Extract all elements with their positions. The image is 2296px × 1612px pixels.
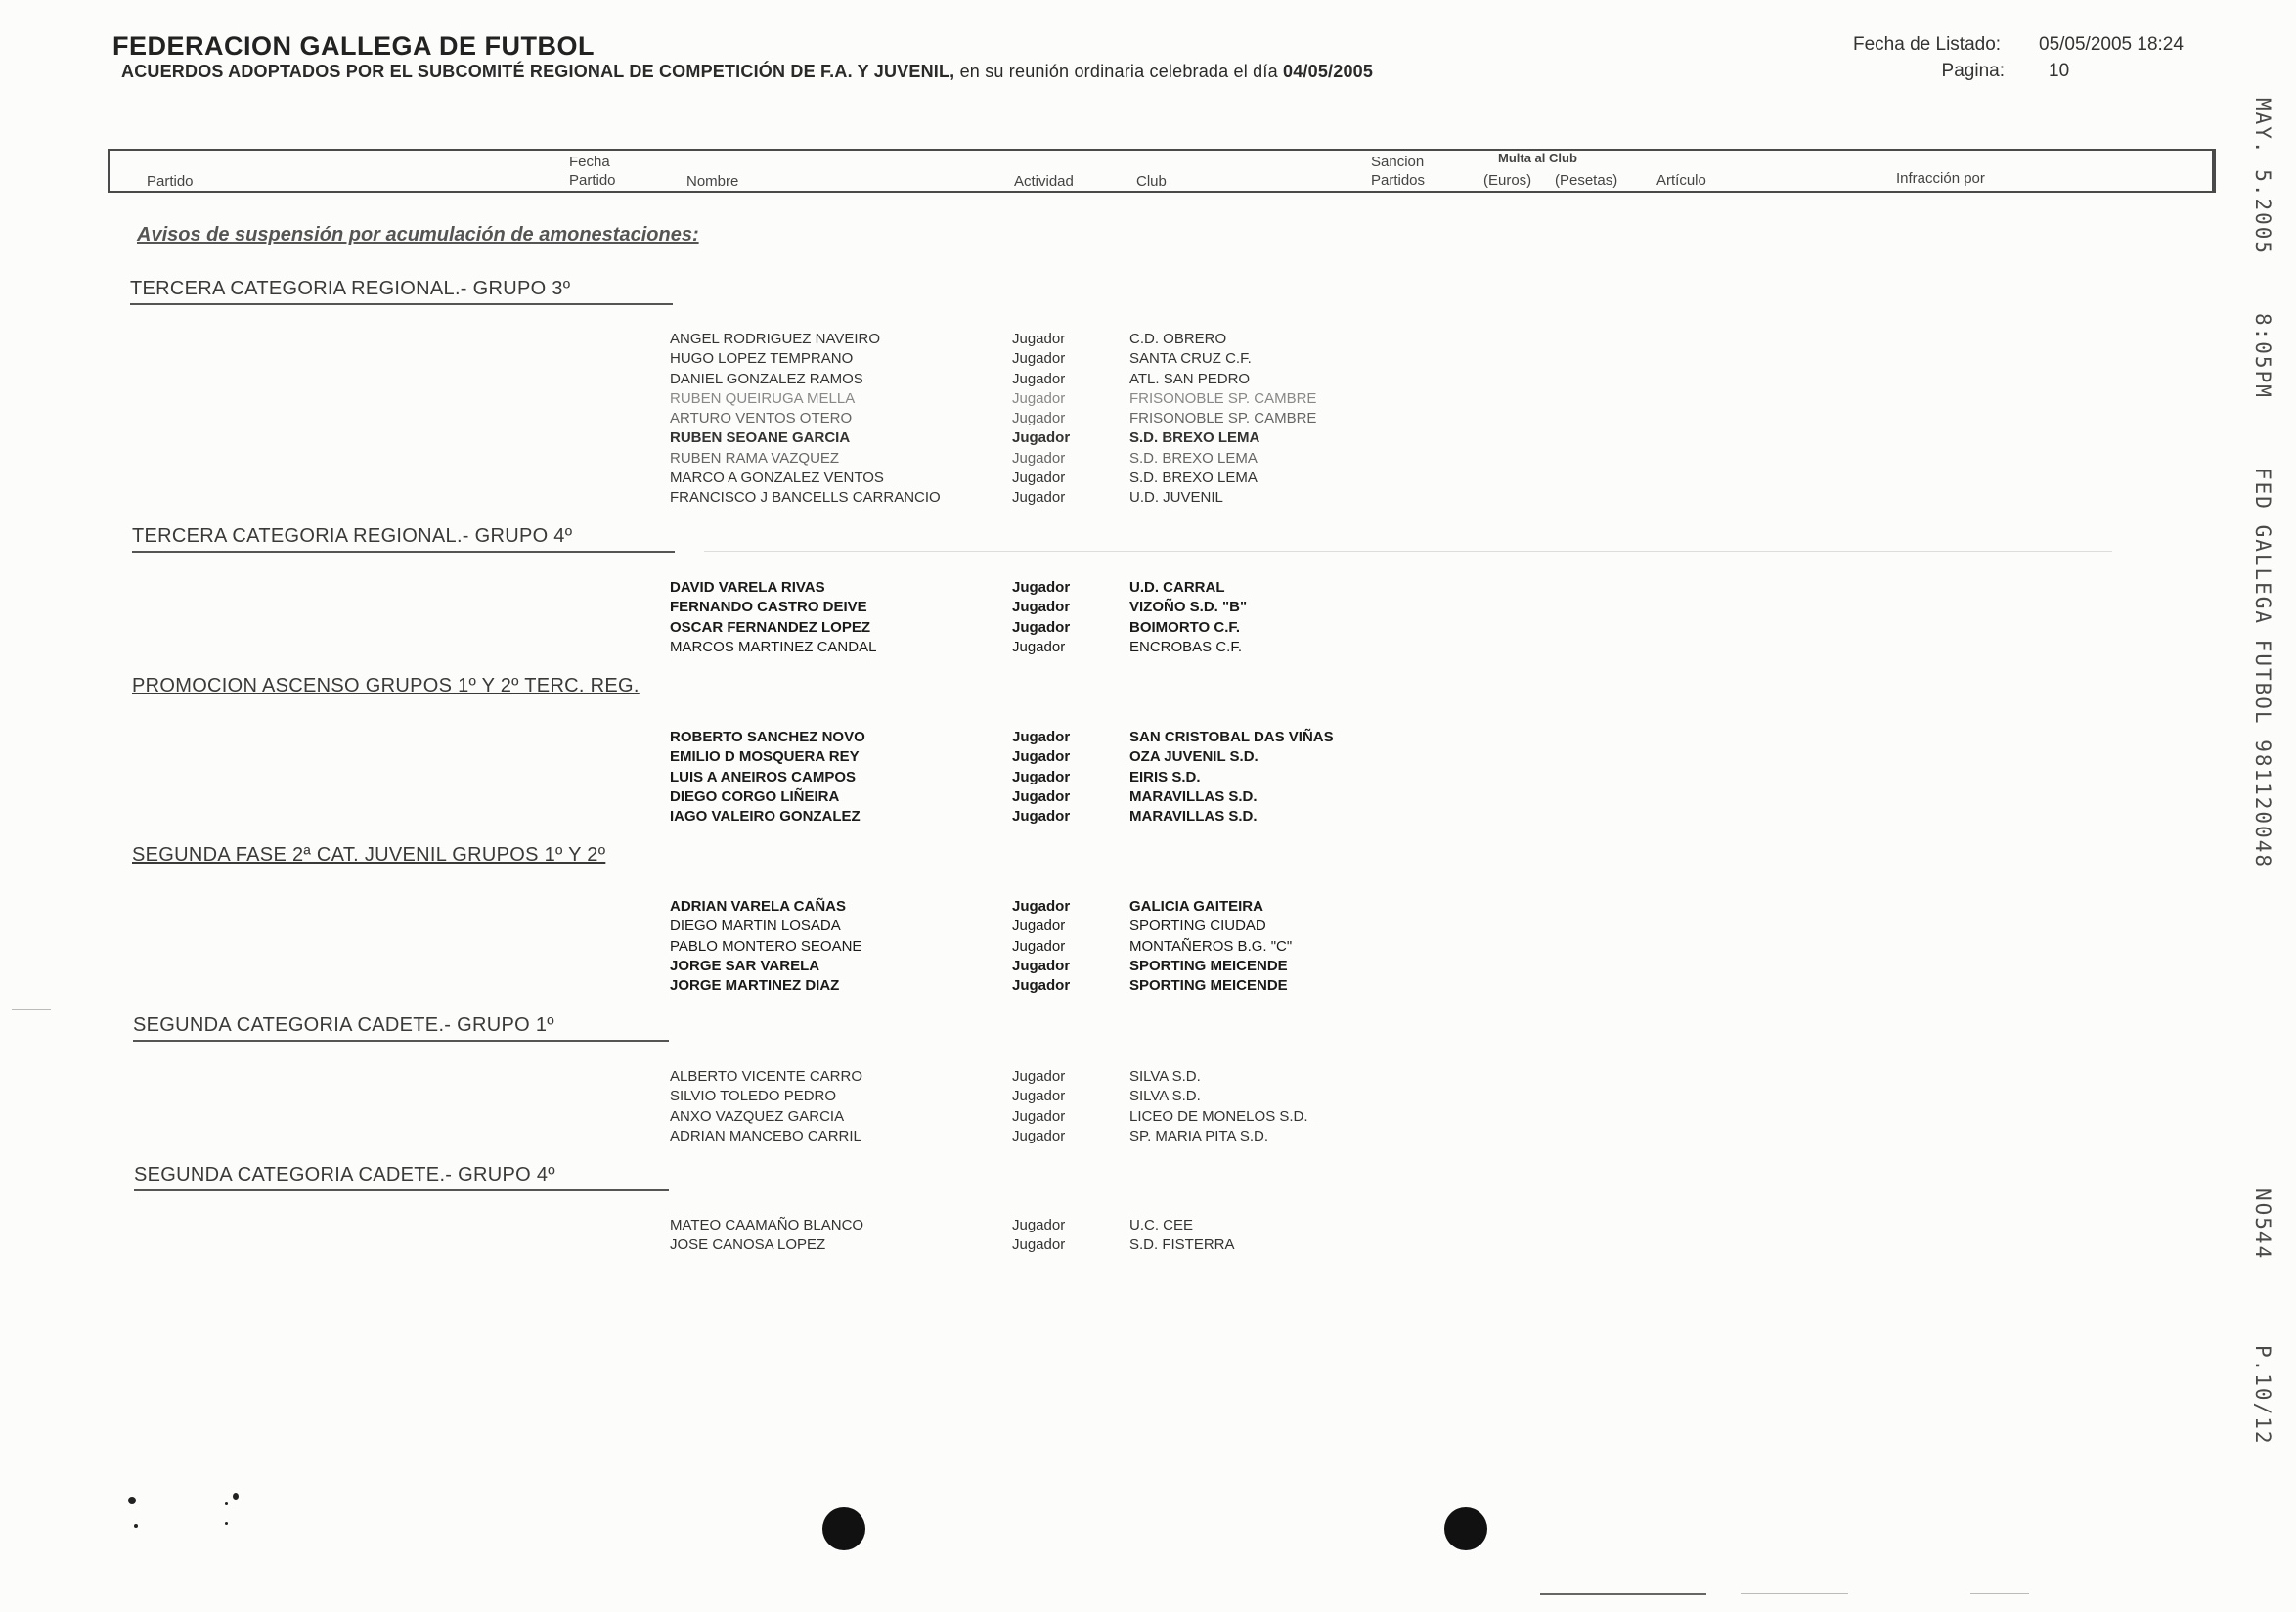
table-row: EMILIO D MOSQUERA REY Jugador OZA JUVENIL S.D.	[670, 748, 1258, 766]
table-row: DIEGO CORGO LIÑEIRA Jugador MARAVILLAS S.D.	[670, 787, 1258, 805]
fax-number: NO544	[2251, 1188, 2274, 1261]
scan-mark	[704, 551, 2112, 552]
table-row: LUIS A ANEIROS CAMPOS Jugador EIRIS S.D.	[670, 768, 1201, 785]
col-fecha-bottom: Partido	[569, 172, 616, 189]
table-row: DAVID VARELA RIVAS Jugador U.D. CARRAL	[670, 579, 1225, 596]
table-row: RUBEN QUEIRUGA MELLA Jugador FRISONOBLE SP. CAMBRE	[670, 389, 1317, 407]
scan-speck	[225, 1522, 228, 1525]
col-partido: Partido	[147, 173, 194, 190]
group-entries	[670, 578, 1384, 657]
col-actividad: Actividad	[1014, 173, 1074, 190]
table-row: ANXO VAZQUEZ GARCIA Jugador LICEO DE MONELOS S.D.	[670, 1107, 1308, 1125]
table-row: JORGE SAR VARELA Jugador SPORTING MEICENDE	[670, 957, 1288, 974]
table-row: OSCAR FERNANDEZ LOPEZ Jugador BOIMORTO C.F.	[670, 618, 1241, 636]
listing-date: 05/05/2005 18:24	[2039, 34, 2184, 55]
table-row: DANIEL GONZALEZ RAMOS Jugador ATL. SAN PEDRO	[670, 370, 1251, 387]
table-row: RUBEN RAMA VAZQUEZ Jugador S.D. BREXO LEMA	[670, 449, 1258, 467]
group-entries	[670, 1067, 1384, 1146]
table-row: SILVIO TOLEDO PEDRO Jugador SILVA S.D.	[670, 1088, 1201, 1105]
col-fecha-top: Fecha	[569, 154, 610, 170]
col-articulo: Artículo	[1656, 172, 1706, 189]
col-nombre: Nombre	[686, 173, 739, 190]
subtitle-bold-part: ACUERDOS ADOPTADOS POR EL SUBCOMITÉ REGIONAL DE COMPETICIÓN DE F.A. Y JUVENIL,	[121, 62, 955, 81]
group-title: TERCERA CATEGORIA REGIONAL.- GRUPO 3º	[130, 278, 673, 305]
group-title: SEGUNDA FASE 2ª CAT. JUVENIL GRUPOS 1º Y 2º	[132, 844, 606, 866]
scan-mark	[12, 1009, 51, 1010]
table-row: FERNANDO CASTRO DEIVE Jugador VIZOÑO S.D. "B"	[670, 599, 1248, 616]
col-sancion-bottom: Partidos	[1371, 172, 1426, 189]
table-row: MARCO A GONZALEZ VENTOS Jugador S.D. BREXO LEMA	[670, 470, 1258, 487]
fax-header-strip	[2233, 98, 2292, 1467]
col-multa-euros: (Euros)	[1483, 172, 1532, 189]
col-club: Club	[1136, 173, 1167, 190]
scan-mark	[1540, 1593, 1706, 1595]
col-sancion-top: Sancion	[1371, 154, 1425, 170]
punch-hole-right	[1444, 1507, 1487, 1550]
col-multa-top: Multa al Club	[1498, 151, 1577, 165]
table-row: IAGO VALEIRO GONZALEZ Jugador MARAVILLAS S.D.	[670, 808, 1258, 826]
table-row: FRANCISCO J BANCELLS CARRANCIO Jugador U.D. JUVENIL	[670, 489, 1223, 507]
table-row: MATEO CAAMAÑO BLANCO Jugador U.C. CEE	[670, 1217, 1194, 1233]
table-row: ADRIAN VARELA CAÑAS Jugador GALICIA GAITEIRA	[670, 898, 1263, 915]
fax-date: MAY. 5.2005	[2251, 98, 2274, 256]
scan-mark	[1970, 1593, 2029, 1594]
scan-speck	[134, 1524, 138, 1528]
subtitle-plain-part: en su reunión ordinaria celebrada el día	[959, 62, 1278, 81]
table-row: DIEGO MARTIN LOSADA Jugador SPORTING CIUDAD	[670, 918, 1266, 935]
table-row: RUBEN SEOANE GARCIA Jugador S.D. BREXO LEMA	[670, 429, 1260, 447]
table-row: ANGEL RODRIGUEZ NAVEIRO Jugador C.D. OBRERO	[670, 331, 1227, 347]
group-title: SEGUNDA CATEGORIA CADETE.- GRUPO 1º	[133, 1014, 669, 1042]
page-number: 10	[2049, 61, 2070, 81]
document-subtitle	[121, 62, 1373, 82]
organization-title: FEDERACION GALLEGA DE FUTBOL	[112, 31, 595, 61]
group-title: PROMOCION ASCENSO GRUPOS 1º Y 2º TERC. REG.	[132, 675, 640, 696]
table-row: JOSE CANOSA LOPEZ Jugador S.D. FISTERRA	[670, 1236, 1235, 1254]
col-multa-pesetas: (Pesetas)	[1555, 172, 1618, 189]
table-row: PABLO MONTERO SEOANE Jugador MONTAÑEROS B.G. "C"	[670, 937, 1293, 955]
fax-page: P.10/12	[2251, 1345, 2274, 1446]
col-infraccion: Infracción por	[1896, 170, 1985, 187]
section-title: Avisos de suspensión por acumulación de amonestaciones:	[137, 224, 699, 246]
fax-time: 8:05PM	[2251, 313, 2274, 399]
group-entries	[670, 1216, 1384, 1256]
fax-sender: FED GALLEGA FUTBOL 981120048	[2251, 468, 2274, 870]
column-header-bar	[108, 149, 2216, 193]
table-row: MARCOS MARTINEZ CANDAL Jugador ENCROBAS C.F.	[670, 638, 1243, 655]
group-title: SEGUNDA CATEGORIA CADETE.- GRUPO 4º	[134, 1164, 669, 1191]
group-entries	[670, 330, 1384, 509]
table-row: JORGE MARTINEZ DIAZ Jugador SPORTING MEICENDE	[670, 977, 1288, 995]
group-entries	[670, 728, 1384, 827]
table-row: HUGO LOPEZ TEMPRANO Jugador SANTA CRUZ C.F.	[670, 350, 1252, 368]
table-row: ARTURO VENTOS OTERO Jugador FRISONOBLE SP. CAMBRE	[670, 410, 1317, 427]
table-row: ALBERTO VICENTE CARRO Jugador SILVA S.D.	[670, 1068, 1201, 1085]
meeting-date: 04/05/2005	[1283, 62, 1374, 81]
table-row: ROBERTO SANCHEZ NOVO Jugador SAN CRISTOBAL DAS VIÑAS	[670, 729, 1334, 745]
scan-mark	[1741, 1593, 1848, 1594]
table-row: ADRIAN MANCEBO CARRIL Jugador SP. MARIA PITA S.D.	[670, 1127, 1268, 1144]
group-title: TERCERA CATEGORIA REGIONAL.- GRUPO 4º	[132, 525, 675, 553]
listing-meta	[1853, 31, 2184, 84]
punch-hole-left	[822, 1507, 865, 1550]
scan-speck	[128, 1497, 136, 1504]
listing-date-label: Fecha de Listado:	[1853, 34, 2002, 55]
group-entries	[670, 897, 1384, 996]
page-label: Pagina:	[1941, 61, 2005, 81]
scan-speck	[225, 1502, 228, 1505]
scan-speck	[233, 1493, 239, 1500]
